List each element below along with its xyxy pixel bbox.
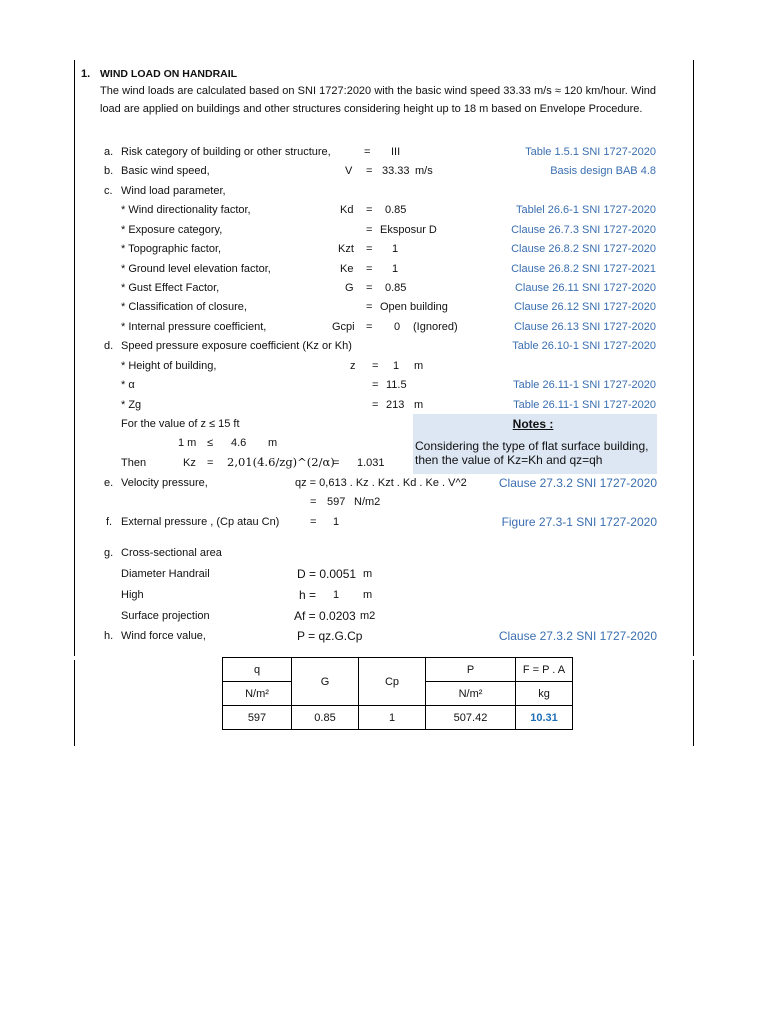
item-d1-eq: = (372, 360, 379, 372)
page-border-right (693, 60, 694, 656)
item-d3-value: 213 (386, 399, 405, 411)
item-c5-label: * Gust Effect Factor, (121, 282, 220, 294)
item-c3-ref: Clause 26.8.2 SNI 1727-2020 (511, 243, 656, 255)
item-e-unit: N/m2 (354, 496, 381, 508)
item-c3-sym: Kzt (338, 243, 354, 255)
item-d1-label: * Height of building, (121, 360, 217, 372)
item-c1-eq: = (366, 204, 373, 216)
cell-cp: 1 (359, 706, 426, 730)
item-c6-value: Open building (380, 301, 448, 313)
item-g2-expr: h = (299, 588, 317, 602)
item-c1-label: * Wind directionality factor, (121, 204, 251, 216)
header-p-unit: N/m² (426, 682, 516, 706)
item-d2-label: * α (121, 379, 135, 391)
item-d3-eq: = (372, 399, 379, 411)
item-e-ref: Clause 27.3.2 SNI 1727-2020 (498, 476, 657, 490)
item-d6-then: Then (121, 457, 147, 469)
header-q-unit: N/m² (223, 682, 292, 706)
item-a-label: Risk category of building or other structure, (121, 146, 331, 158)
item-c1-value: 0.85 (385, 204, 407, 216)
item-d6-eq2: = (333, 457, 340, 469)
item-b-sym: V (345, 165, 353, 177)
page-border-left-lower (74, 660, 75, 746)
table-row (223, 658, 573, 682)
item-h-ref: Clause 27.3.2 SNI 1727-2020 (498, 629, 657, 643)
item-d1-sym: z (350, 360, 356, 372)
item-b-label: Basic wind speed, (121, 165, 210, 177)
item-b-eq: = (366, 165, 373, 177)
notes-text (415, 439, 648, 467)
item-c7-value: 0 (394, 321, 401, 333)
section-number: 1. (81, 68, 91, 80)
item-c7-eq: = (366, 321, 373, 333)
item-g2-label: High (121, 589, 144, 601)
notes-title: Notes : (512, 417, 554, 431)
item-d-label: Speed pressure exposure coefficient (Kz or Kh) (121, 340, 352, 352)
item-f-eq: = (310, 516, 317, 528)
item-f-ref: Figure 27.3-1 SNI 1727-2020 (501, 515, 657, 529)
item-d5-unit: m (268, 437, 278, 449)
item-e-eq: = (310, 496, 317, 508)
item-d2-eq: = (372, 379, 379, 391)
item-d1-value: 1 (393, 360, 400, 372)
item-d5-op: ≤ (207, 437, 214, 449)
header-f: F = P . A (516, 658, 573, 682)
item-g2-value: 1 (333, 589, 340, 601)
item-c6-label: * Classification of closure, (121, 301, 247, 313)
item-c1-sym: Kd (340, 204, 354, 216)
item-d3-unit: m (414, 399, 424, 411)
item-b-value: 33.33 (382, 165, 410, 177)
item-c-letter: c. (104, 185, 113, 197)
item-g1-label: Diameter Handrail (121, 568, 210, 580)
item-c3-label: * Topographic factor, (121, 243, 222, 255)
item-e-value: 597 (327, 496, 346, 508)
item-c7-ref: Clause 26.13 SNI 1727-2020 (514, 321, 656, 333)
item-c4-sym: Ke (340, 263, 354, 275)
cell-q: 597 (223, 706, 292, 730)
header-g: G (292, 658, 359, 706)
page-border-right-lower (693, 660, 694, 746)
item-c4-value: 1 (392, 263, 399, 275)
item-h-formula: P = qz.G.Cp (297, 629, 363, 643)
item-e-letter: e. (104, 477, 114, 489)
item-g-letter: g. (104, 547, 114, 559)
item-c5-eq: = (366, 282, 373, 294)
item-c2-value: Eksposur D (380, 224, 437, 236)
item-g3-unit: m2 (360, 610, 376, 622)
item-c7-label: * Internal pressure coefficient, (121, 321, 267, 333)
cell-f: 10.31 (516, 706, 573, 730)
item-b-ref: Basis design BAB 4.8 (550, 165, 656, 177)
item-g2-unit: m (363, 589, 373, 601)
item-a-value: III (391, 146, 401, 158)
item-h-label: Wind force value, (121, 630, 206, 642)
item-c5-ref: Clause 26.11 SNI 1727-2020 (514, 282, 656, 294)
item-e-label: Velocity pressure, (121, 477, 208, 489)
item-d6-eq: = (207, 457, 214, 469)
cell-p: 507.42 (426, 706, 516, 730)
notes-line-1: Considering the type of flat surface building, (415, 439, 649, 453)
item-g1-expr: D = 0.0051 (297, 567, 357, 581)
wind-force-table (222, 657, 573, 730)
item-c2-label: * Exposure category, (121, 224, 223, 236)
item-c4-eq: = (366, 263, 373, 275)
item-g3-expr: Af = 0.0203 (294, 609, 356, 623)
item-c6-ref: Clause 26.12 SNI 1727-2020 (514, 301, 656, 313)
item-b-letter: b. (104, 165, 114, 177)
item-g1-unit: m (363, 568, 373, 580)
item-b-unit: m/s (415, 165, 433, 177)
item-c4-label: * Ground level elevation factor, (121, 263, 271, 275)
item-c2-eq: = (366, 224, 373, 236)
item-d4-text: For the value of z ≤ 15 ft (121, 418, 240, 430)
item-f-value: 1 (333, 516, 340, 528)
item-d6-sym: Kz (183, 457, 196, 469)
item-c3-value: 1 (392, 243, 399, 255)
cell-g: 0.85 (292, 706, 359, 730)
item-a-ref: Table 1.5.1 SNI 1727-2020 (525, 146, 656, 158)
item-d5-left: 1 m (178, 437, 197, 449)
item-f-label: External pressure , (Cp atau Cn) (121, 516, 280, 528)
item-c6-eq: = (366, 301, 373, 313)
item-c1-ref: Tablel 26.6-1 SNI 1727-2020 (515, 204, 656, 216)
item-c4-ref: Clause 26.8.2 SNI 1727-2021 (511, 263, 656, 275)
item-d2-ref: Table 26.11-1 SNI 1727-2020 (513, 379, 656, 391)
item-c-label: Wind load parameter, (121, 185, 226, 197)
section-title: WIND LOAD ON HANDRAIL (100, 68, 238, 80)
item-d1-unit: m (414, 360, 424, 372)
item-g3-label: Surface projection (121, 610, 210, 622)
item-h-letter: h. (104, 630, 114, 642)
header-cp: Cp (359, 658, 426, 706)
item-d-letter: d. (104, 340, 114, 352)
item-d-ref: Table 26.10-1 SNI 1727-2020 (512, 340, 656, 352)
notes-line-2: then the value of Kz=Kh and qz=qh (415, 453, 603, 467)
header-p: P (426, 658, 516, 682)
item-c7-note: (Ignored) (413, 321, 458, 333)
item-d5-right: 4.6 (231, 437, 247, 449)
intro-paragraph: The wind loads are calculated based on SNI 1727:2020 with the basic wind speed 33.33 m/s ≈ 120 km/hour. Wind load are applied on buildings and other structures considering height up to 18 m based on Envelope Procedure. (100, 85, 656, 115)
item-e-formula: qz = 0,613 . Kz . Kzt . Kd . Ke . V^2 (295, 477, 467, 489)
notes-box (413, 414, 657, 474)
item-g-label: Cross-sectional area (121, 547, 222, 559)
item-c5-value: 0.85 (385, 282, 407, 294)
item-d2-value: 11.5 (386, 379, 407, 391)
table-row (223, 706, 573, 730)
item-a-letter: a. (104, 146, 114, 158)
item-d6-formula: 2,01(4.6/zg)^(2/α) (227, 455, 335, 469)
item-c3-eq: = (366, 243, 373, 255)
item-d3-label: * Zg (121, 399, 142, 411)
item-d3-ref: Table 26.11-1 SNI 1727-2020 (513, 399, 656, 411)
item-a-eq: = (364, 146, 371, 158)
header-q: q (223, 658, 292, 682)
header-f-unit: kg (516, 682, 573, 706)
item-d6-value: 1.031 (357, 457, 385, 469)
item-f-letter: f. (106, 516, 113, 528)
page-border-left (74, 60, 75, 656)
item-c5-sym: G (345, 282, 354, 294)
item-c2-ref: Clause 26.7.3 SNI 1727-2020 (511, 224, 656, 236)
item-c7-sym: Gcpi (332, 321, 355, 333)
